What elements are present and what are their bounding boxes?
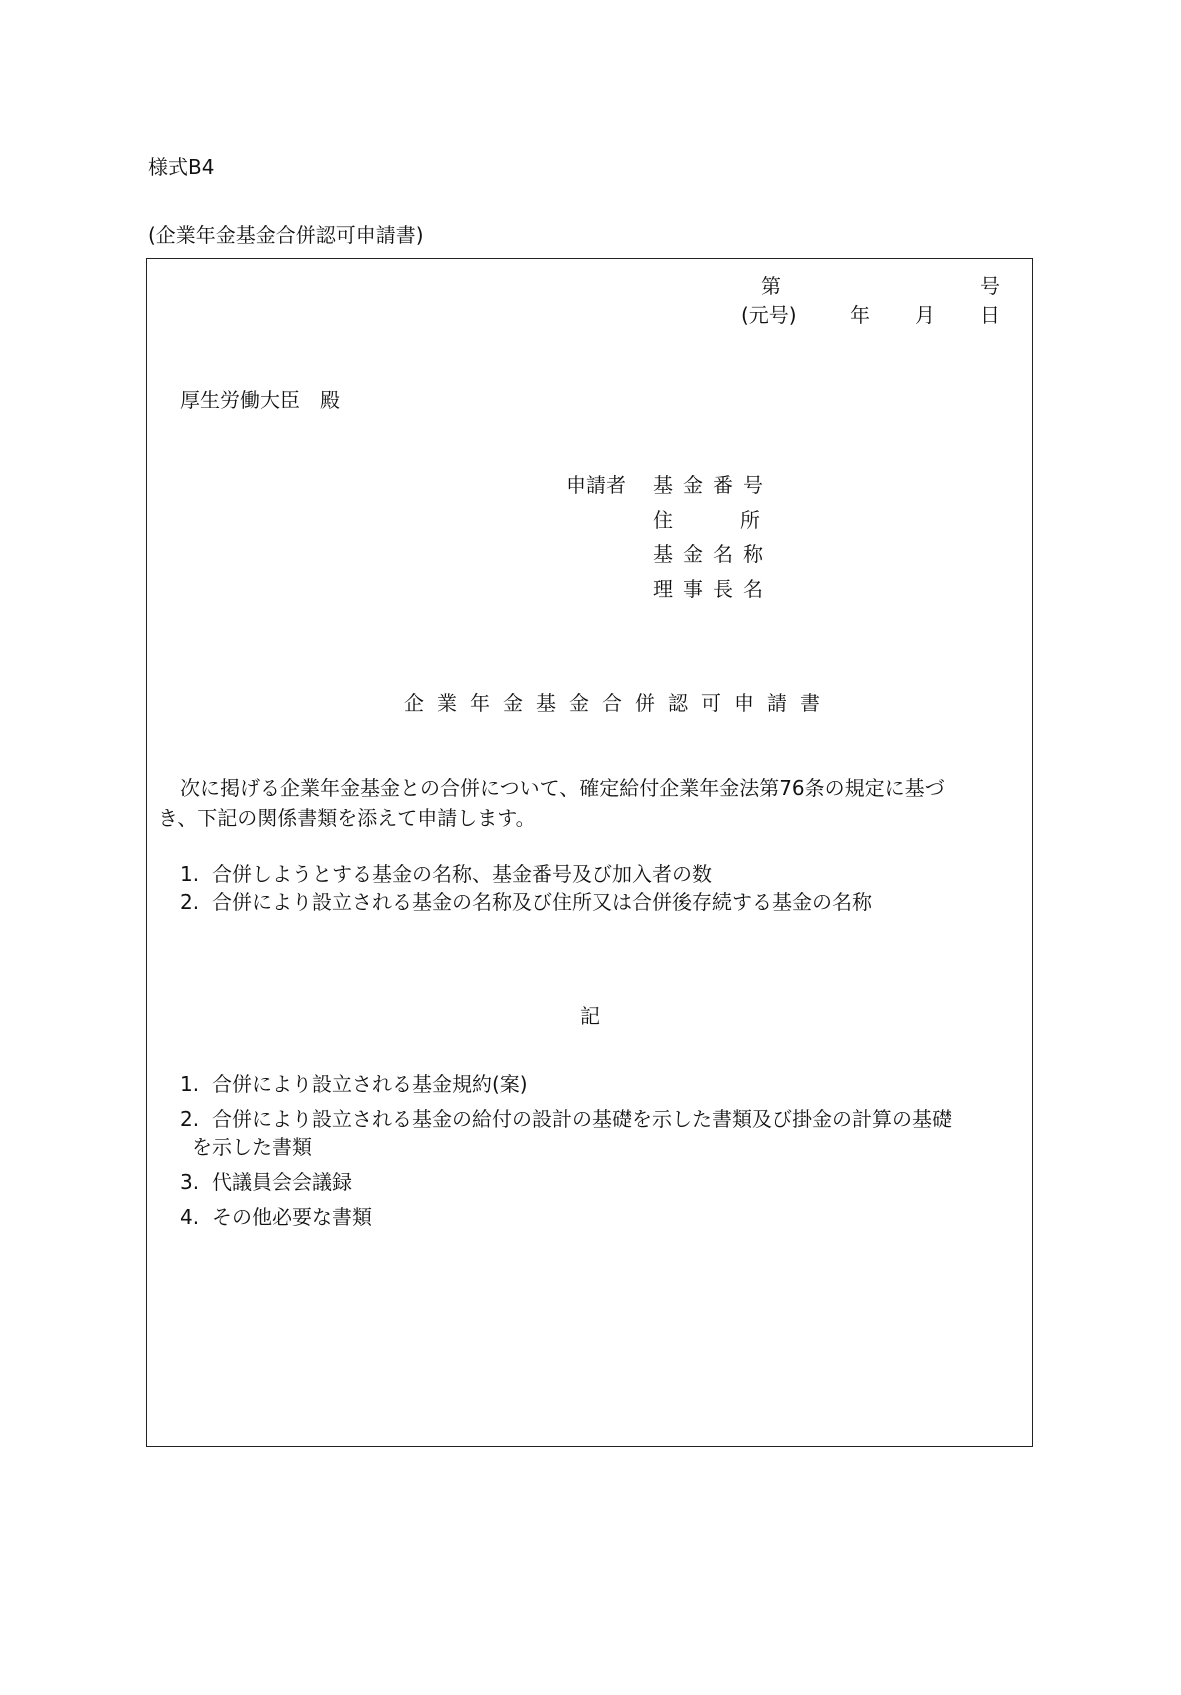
number-prefix: 第 <box>761 274 781 298</box>
item-number: 2. <box>180 890 200 914</box>
fund-name-label: 基金名称 <box>653 542 773 566</box>
address-label-part2: 所 <box>740 508 760 532</box>
ki-heading: 記 <box>580 1004 600 1028</box>
body-line-2: き、下記の関係書類を添えて申請します。 <box>158 806 536 830</box>
attachment-number: 2. <box>180 1107 200 1131</box>
form-subtitle: (企業年金基金合併認可申請書) <box>148 223 424 247</box>
month-label: 月 <box>915 303 935 327</box>
item-text: 合併しようとする基金の名称、基金番号及び加入者の数 <box>212 862 712 886</box>
attachment-number: 4. <box>180 1205 200 1229</box>
era-label: (元号) <box>741 303 797 327</box>
applicant-label: 申請者 <box>566 473 626 497</box>
attachment-text: その他必要な書類 <box>212 1205 372 1229</box>
form-label: 様式B4 <box>148 155 215 179</box>
item-number: 1. <box>180 862 200 886</box>
director-name-label: 理事長名 <box>653 577 773 601</box>
item-text: 合併により設立される基金の名称及び住所又は合併後存続する基金の名称 <box>212 890 872 914</box>
year-label: 年 <box>850 303 870 327</box>
address-label-part1: 住 <box>653 508 673 532</box>
addressee: 厚生労働大臣 殿 <box>180 388 340 412</box>
attachment-text-continued: を示した書類 <box>192 1135 312 1159</box>
attachment-number: 3. <box>180 1170 200 1194</box>
day-label: 日 <box>980 303 1000 327</box>
document-frame <box>146 258 1033 1447</box>
number-suffix: 号 <box>980 274 1000 298</box>
document-title: 企業年金基金合併認可申請書 <box>404 691 833 715</box>
attachment-number: 1. <box>180 1072 200 1096</box>
attachment-text: 合併により設立される基金規約(案) <box>212 1072 528 1096</box>
attachment-text: 合併により設立される基金の給付の設計の基礎を示した書類及び掛金の計算の基礎 <box>212 1107 952 1131</box>
attachment-text: 代議員会会議録 <box>212 1170 352 1194</box>
fund-number-label: 基金番号 <box>653 473 773 497</box>
body-line-1: 次に掲げる企業年金基金との合併について、確定給付企業年金法第76条の規定に基づ <box>180 776 945 800</box>
